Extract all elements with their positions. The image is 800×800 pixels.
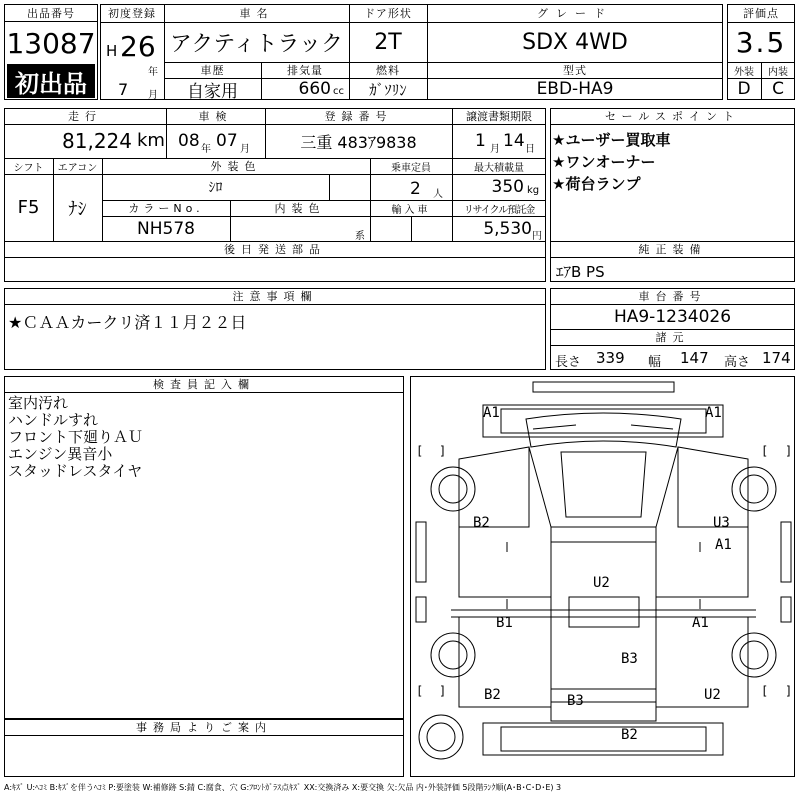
bracket-left-close: ] xyxy=(439,444,447,458)
ext-color: ｼﾛ xyxy=(208,180,223,196)
ac-label: エアコン xyxy=(57,162,98,174)
reg-year: 26 xyxy=(120,30,156,63)
inspector-note: フロント下廻りＡＵ xyxy=(8,428,144,446)
damage-right-mid-1: U3 xyxy=(713,515,730,531)
max-load-unit: kg xyxy=(527,185,540,196)
reg-month-unit: 月 xyxy=(148,90,158,101)
height-label: 高さ xyxy=(724,355,751,370)
sales-point: ★ユーザー買取車 xyxy=(552,131,671,149)
shift-label: シフト xyxy=(13,162,44,174)
int-grade: C xyxy=(772,79,784,99)
bracket-left: [ xyxy=(416,444,424,458)
max-load-label: 最大積載量 xyxy=(474,162,524,174)
damage-rear-bumper: B2 xyxy=(621,727,638,743)
damage-front-left: A1 xyxy=(483,405,500,421)
height: 174 xyxy=(762,349,791,367)
damage-front-right: A1 xyxy=(705,405,722,421)
lot-number: 13087 xyxy=(6,26,96,60)
damage-bed: B3 xyxy=(621,651,638,667)
legend-text: A:ｷｽﾞ U:ﾍｺﾐ B:ｷｽﾞを伴うﾍｺﾐ P:要塗装 W:補修跡 S:錆 C:腐食、穴 G:ﾌﾛﾝﾄｶﾞﾗｽ点ｷｽﾞ XX:交換済み X:要交換 ⽋:欠品 内･外装評価 5段階ﾗﾝｸ順(A･B･C･D･E) 3 xyxy=(4,783,562,792)
damage-rear-center: B3 xyxy=(567,693,584,709)
sales-point: ★ワンオーナー xyxy=(552,153,656,171)
dims-label: 諸元 xyxy=(655,331,690,344)
equipment-label: 純正装備 xyxy=(638,243,707,256)
transfer-day-unit: 日 xyxy=(525,144,535,155)
inspector-note: ハンドルすれ xyxy=(8,411,99,429)
chassis-number: HA9-1234026 xyxy=(613,306,732,327)
damage-left-mid: B2 xyxy=(473,515,490,531)
bracket-right-rear: [ xyxy=(761,684,769,698)
int-color-unit: 系 xyxy=(355,231,365,242)
inspection-year: 08 xyxy=(178,131,200,151)
capacity-unit: 人 xyxy=(433,189,443,200)
equipment: ｴｱB PS xyxy=(556,263,605,281)
inspector-note: 室内汚れ xyxy=(8,394,69,412)
transfer-day: 14 xyxy=(503,131,525,151)
damage-right-mid-2: A1 xyxy=(715,537,732,553)
car-name-label: 車名 xyxy=(239,7,274,20)
int-color-label: 内装色 xyxy=(274,202,326,215)
reg-month: 7 xyxy=(118,80,129,99)
ext-color-label: 外装色 xyxy=(210,160,262,173)
ext-grade: D xyxy=(737,79,751,99)
int-grade-label: 内装 xyxy=(768,66,788,78)
bracket-left-rear-close: ] xyxy=(439,684,447,698)
reg-year-unit: 年 xyxy=(148,67,158,78)
ext-grade-label: 外装 xyxy=(734,66,754,78)
first-reg-label: 初度登録 xyxy=(108,7,156,20)
inspector-notes xyxy=(8,395,143,480)
transfer-docs-label: 譲渡書類期限 xyxy=(466,110,532,123)
notes-label: 注意事項欄 xyxy=(232,290,318,303)
sales-points-list xyxy=(552,129,670,195)
recycle-unit: 円 xyxy=(532,231,542,242)
bracket-right-rear-close: ] xyxy=(785,684,793,698)
bracket-left-rear: [ xyxy=(416,684,424,698)
aircon: ﾅｼ xyxy=(68,198,87,220)
max-load: 350 xyxy=(491,177,524,197)
inspection-label: 車検 xyxy=(198,110,233,123)
transfer-month: 1 xyxy=(475,131,486,151)
displacement: 660 xyxy=(298,79,331,99)
width-label: 幅 xyxy=(648,355,662,370)
mileage: 81,224 xyxy=(62,129,132,153)
shift: F5 xyxy=(17,197,40,218)
history: 自家用 xyxy=(187,81,238,100)
overall-score: 3.5 xyxy=(735,25,787,59)
width: 147 xyxy=(680,349,709,367)
later-parts-label: 後日発送部品 xyxy=(224,243,326,256)
first-listing-badge: 初出品 xyxy=(7,64,95,98)
damage-sill-right: A1 xyxy=(692,615,709,631)
damage-sill-left: B1 xyxy=(496,615,513,631)
grade: SDX 4WD xyxy=(522,29,628,55)
transfer-month-unit: 月 xyxy=(490,144,500,155)
office-label: 事務局よりご案内 xyxy=(136,721,272,734)
score-label: 評価点 xyxy=(743,7,779,20)
model-code: EBD-HA9 xyxy=(536,79,614,99)
displacement-label: 排気量 xyxy=(287,64,323,77)
displacement-unit: cc xyxy=(333,86,344,97)
grade-label: グレード xyxy=(537,7,613,20)
damage-diagram xyxy=(410,376,795,777)
mileage-unit: km xyxy=(137,130,165,151)
length: 339 xyxy=(596,349,625,367)
lot-number-label: 出品番号 xyxy=(4,4,98,22)
fuel: ｶﾞｿﾘﾝ xyxy=(369,80,407,99)
sales-point: ★荷台ランプ xyxy=(552,175,641,193)
door-type: 2T xyxy=(374,29,402,55)
import-label: 輸入車 xyxy=(391,204,431,216)
fuel-label: 燃料 xyxy=(376,64,400,77)
model-label: 型式 xyxy=(563,64,587,77)
history-label: 車歴 xyxy=(200,64,225,77)
era-letter: H xyxy=(106,42,118,60)
chassis-label: 車台番号 xyxy=(638,290,707,303)
inspection-year-unit: 年 xyxy=(201,144,211,155)
damage-center: U2 xyxy=(593,575,610,591)
damage-rear-right: U2 xyxy=(704,687,721,703)
inspection-month: 07 xyxy=(216,131,238,151)
damage-rear-left: B2 xyxy=(484,687,501,703)
inspector-note: エンジン異音小 xyxy=(8,445,113,463)
inspection-month-unit: 月 xyxy=(240,144,250,155)
inspector-label: 検査員記入欄 xyxy=(153,378,255,391)
bracket-right-close: ] xyxy=(785,444,793,458)
capacity: 2 xyxy=(410,179,421,199)
door-label: ドア形状 xyxy=(364,7,412,20)
bracket-right: [ xyxy=(761,444,769,458)
color-no: NH578 xyxy=(137,218,195,239)
inspector-note: スタッドレスタイヤ xyxy=(8,462,143,480)
color-no-label: カラーNo. xyxy=(128,202,204,215)
mileage-label: 走行 xyxy=(68,110,102,123)
sales-points-label: セールスポイント xyxy=(604,110,740,123)
reg-number-label: 登録番号 xyxy=(324,110,393,123)
notes-text: ★ＣＡＡカークリ済１１月２２日 xyxy=(8,313,247,332)
recycle-label: リサイクル預託金 xyxy=(463,204,535,216)
car-name: アクティトラック xyxy=(169,31,344,57)
reg-number: 三重 483ｱ9838 xyxy=(300,132,417,152)
capacity-label: 乗車定員 xyxy=(391,162,431,174)
recycle-fee: 5,530 xyxy=(483,218,532,239)
length-label: 長さ xyxy=(555,355,582,370)
